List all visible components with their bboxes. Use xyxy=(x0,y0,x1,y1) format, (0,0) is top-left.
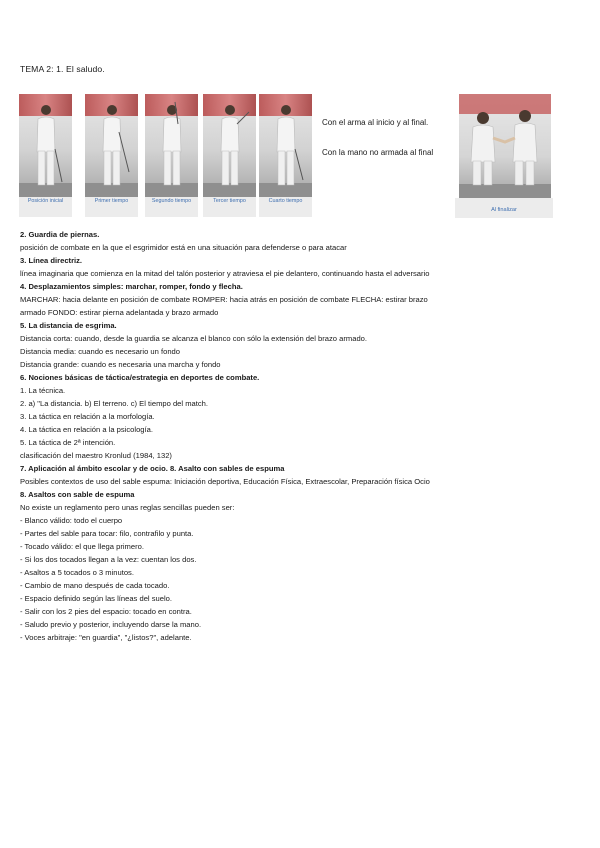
paragraph-line: Distancia grande: cuando es necesaria una marcha y fondo xyxy=(20,360,221,369)
fencer-photo xyxy=(145,94,198,197)
list-item: 1. La técnica. xyxy=(20,386,66,395)
list-item: - Cambio de mano después de cada tocado. xyxy=(20,581,170,590)
side-note-arma: Con el arma al inicio y al final. xyxy=(322,118,429,127)
fencer-photo xyxy=(19,94,72,197)
paragraph-line: Posibles contextos de uso del sable espuma: Iniciación deportiva, Educación Física, Extraescolar, Preparación física Ocio xyxy=(20,477,430,486)
list-item: 3. La táctica en relación a la morfología. xyxy=(20,412,155,421)
photo-card-al-finalizar xyxy=(455,94,553,218)
paragraph-line: Distancia corta: cuando, desde la guardia se alcanza el blanco con sólo la extensión del brazo armado. xyxy=(20,334,367,343)
fencer-photo xyxy=(259,94,312,197)
heading-asaltos: 8. Asaltos con sable de espuma xyxy=(20,490,135,499)
list-item: 2. a) "La distancia. b) El terreno. c) El tiempo del match. xyxy=(20,399,208,408)
list-item: - Partes del sable para tocar: filo, contrafilo y punta. xyxy=(20,529,194,538)
photo-caption: Segundo tiempo xyxy=(151,198,192,204)
list-item: - Saludo previo y posterior, incluyendo darse la mano. xyxy=(20,620,202,629)
photo-caption: Posición inicial xyxy=(27,198,64,204)
list-item: - Tocado válido: el que llega primero. xyxy=(20,542,144,551)
paragraph-line: clasificación del maestro Kronlud (1984, 132) xyxy=(20,451,172,460)
heading-guardia: 2. Guardia de piernas. xyxy=(20,230,100,239)
side-note-mano: Con la mano no armada al final xyxy=(322,148,434,157)
photo-card-tercer-tiempo xyxy=(203,94,256,217)
photo-card-cuarto-tiempo xyxy=(259,94,312,217)
paragraph-line: armado FONDO: estirar pierna adelantada y brazo armado xyxy=(20,308,219,317)
list-item: - Asaltos a 5 tocados o 3 minutos. xyxy=(20,568,134,577)
photo-card-segundo-tiempo xyxy=(145,94,198,217)
page-title: TEMA 2: 1. El saludo. xyxy=(20,64,105,74)
heading-desplazamientos: 4. Desplazamientos simples: marchar, romper, fondo y flecha. xyxy=(20,282,243,291)
heading-nociones: 6. Nociones básicas de táctica/estrategia en deportes de combate. xyxy=(20,373,260,382)
list-item: - Voces arbitraje: "en guardia", "¿listos?", adelante. xyxy=(20,633,192,642)
photo-caption: Tercer tiempo xyxy=(213,198,246,204)
handshake-photo xyxy=(459,94,551,198)
paragraph-line: MARCHAR: hacia delante en posición de combate ROMPER: hacia atrás en posición de combate FLECHA: estirar brazo xyxy=(20,295,428,304)
paragraph-line: posición de combate en la que el esgrimidor está en una situación para defenderse o para atacar xyxy=(20,243,347,252)
list-item: 4. La táctica en relación a la psicología. xyxy=(20,425,153,434)
photo-caption-final: Al finalizar xyxy=(491,207,517,213)
photo-caption: Cuarto tiempo xyxy=(268,198,303,204)
fencer-photo xyxy=(203,94,256,197)
photo-card-primer-tiempo xyxy=(85,94,138,217)
list-item: 5. La táctica de 2ª intención. xyxy=(20,438,116,447)
list-item: - Si los dos tocados llegan a la vez: cuentan los dos. xyxy=(20,555,197,564)
photo-caption: Primer tiempo xyxy=(94,198,129,204)
document-body xyxy=(20,228,580,644)
list-item: - Salir con los 2 pies del espacio: tocado en contra. xyxy=(20,607,192,616)
photo-card-posicion-inicial xyxy=(19,94,72,217)
heading-linea-directriz: 3. Línea directriz. xyxy=(20,256,83,265)
heading-aplicacion: 7. Aplicación al ámbito escolar y de ocio. 8. Asalto con sables de espuma xyxy=(20,464,285,473)
list-item: - Blanco válido: todo el cuerpo xyxy=(20,516,123,525)
paragraph-line: No existe un reglamento pero unas reglas sencillas pueden ser: xyxy=(20,503,235,512)
paragraph-line: línea imaginaria que comienza en la mitad del talón posterior y atraviesa el pie delantero, continuando hasta el adversario xyxy=(20,269,430,278)
paragraph-line: Distancia media: cuando es necesario un fondo xyxy=(20,347,180,356)
list-item: - Espacio definido según las líneas del suelo. xyxy=(20,594,172,603)
heading-distancia: 5. La distancia de esgrima. xyxy=(20,321,117,330)
fencer-photo xyxy=(85,94,138,197)
